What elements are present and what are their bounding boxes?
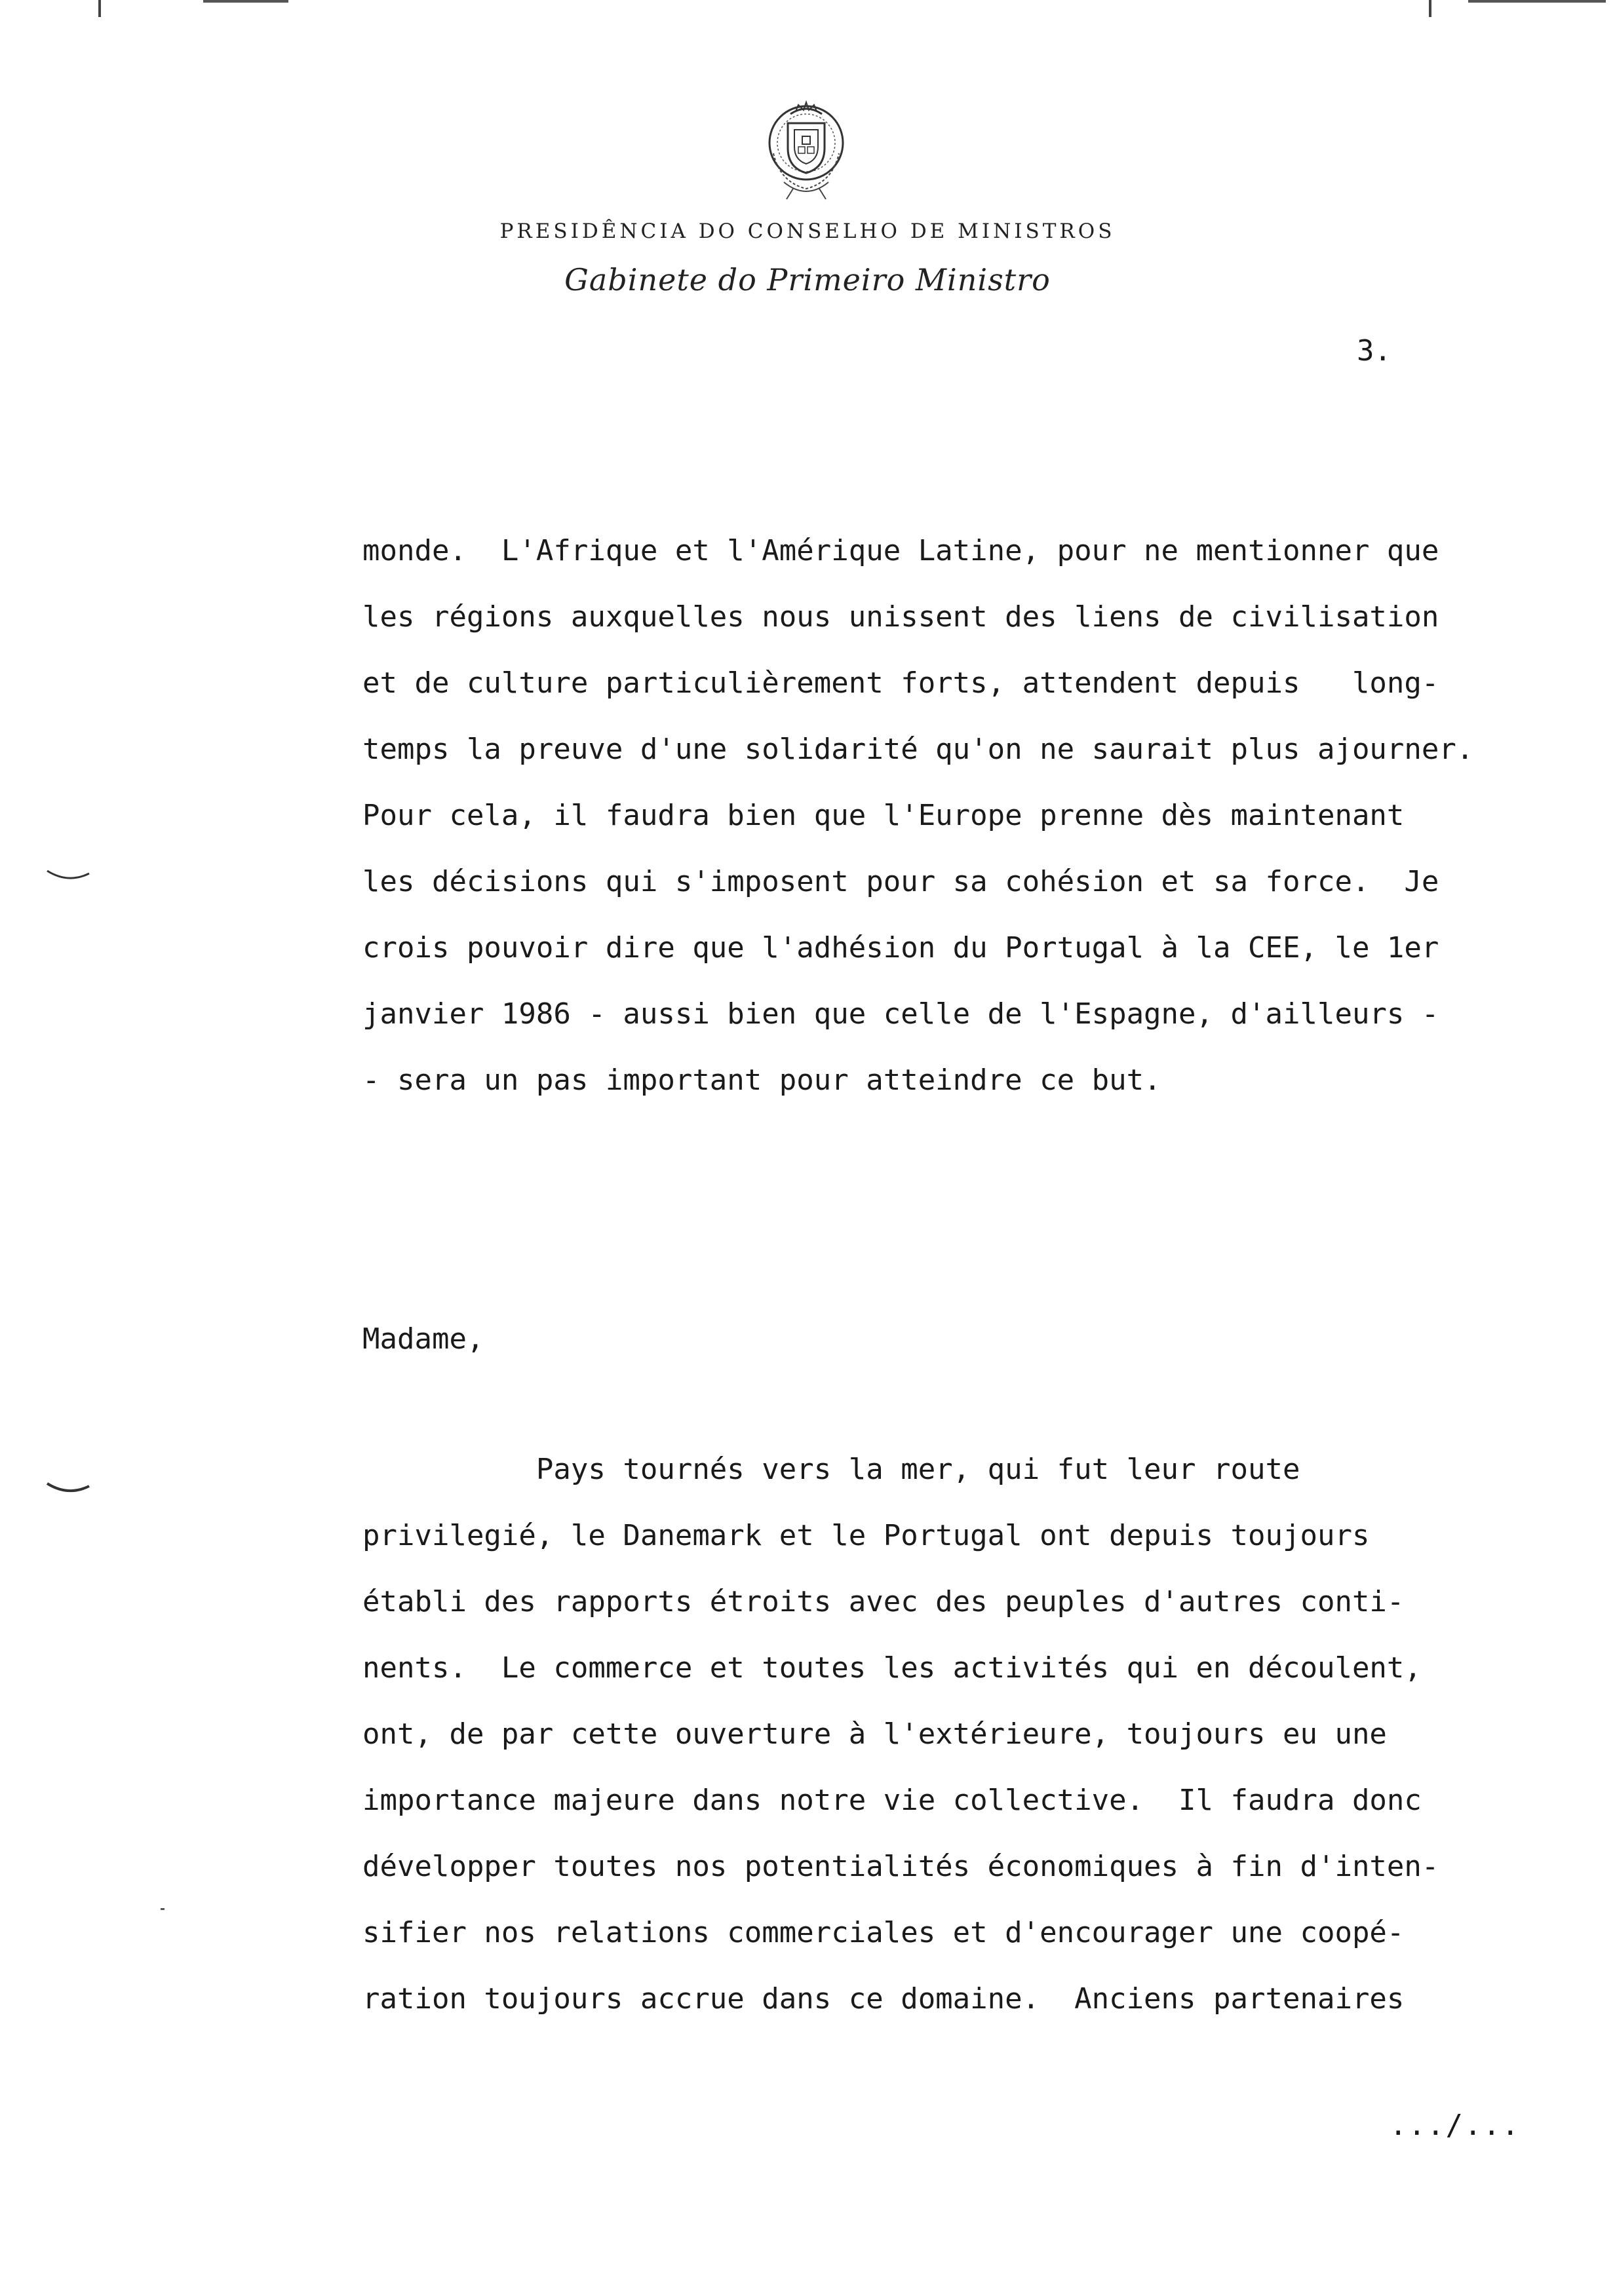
scan-edge-mark: [1429, 0, 1431, 17]
text-line: les décisions qui s'imposent pour sa cohésion et sa force. Je: [362, 865, 1439, 898]
margin-speck: [161, 1908, 165, 1910]
text-line: temps la preuve d'une solidarité qu'on ne saurait plus ajourner.: [362, 733, 1474, 766]
text-line: développer toutes nos potentialités économiques à fin d'inten-: [362, 1850, 1439, 1883]
page-number: 3.: [1357, 334, 1391, 368]
scan-edge-line: [1468, 0, 1606, 3]
body-paragraph-1: [362, 518, 1582, 1113]
body-paragraph-2: [362, 1436, 1582, 2032]
text-line: établi des rapports étroits avec des peuples d'autres conti-: [362, 1585, 1405, 1618]
text-line: janvier 1986 - aussi bien que celle de l'Espagne, d'ailleurs -: [362, 997, 1439, 1031]
text-line: crois pouvoir dire que l'adhésion du Portugal à la CEE, le 1er: [362, 931, 1439, 965]
text-line: Pays tournés vers la mer, qui fut leur route: [362, 1453, 1300, 1486]
organization-name: PRESIDÊNCIA DO CONSELHO DE MINISTROS: [499, 220, 1116, 243]
scan-edge-mark: [98, 0, 101, 17]
text-line: ont, de par cette ouverture à l'extérieure, toujours eu une: [362, 1717, 1387, 1751]
scan-edge-line: [203, 0, 288, 3]
text-line: les régions auxquelles nous unissent des liens de civilisation: [362, 600, 1439, 634]
text-line: nents. Le commerce et toutes les activités qui en découlent,: [362, 1651, 1422, 1685]
salutation: Madame,: [362, 1322, 484, 1356]
text-line: - sera un pas important pour atteindre ce but.: [362, 1063, 1161, 1097]
continuation-mark: .../...: [1390, 2109, 1521, 2142]
coat-of-arms-seal-icon: [747, 90, 865, 208]
margin-fold-mark: [46, 868, 90, 884]
office-name: Gabinete do Primeiro Ministro: [564, 262, 1051, 297]
text-line: sifier nos relations commerciales et d'encourager une coopé-: [362, 1916, 1405, 1949]
text-line: importance majeure dans notre vie collective. Il faudra donc: [362, 1784, 1422, 1817]
margin-fold-mark: [46, 1481, 90, 1497]
text-line: et de culture particulièrement forts, attendent depuis long-: [362, 666, 1439, 700]
text-line: ration toujours accrue dans ce domaine. Anciens partenaires: [362, 1982, 1405, 2016]
text-line: Pour cela, il faudra bien que l'Europe prenne dès maintenant: [362, 799, 1405, 832]
text-line: privilegié, le Danemark et le Portugal ont depuis toujours: [362, 1519, 1370, 1552]
text-line: monde. L'Afrique et l'Amérique Latine, pour ne mentionner que: [362, 534, 1439, 567]
